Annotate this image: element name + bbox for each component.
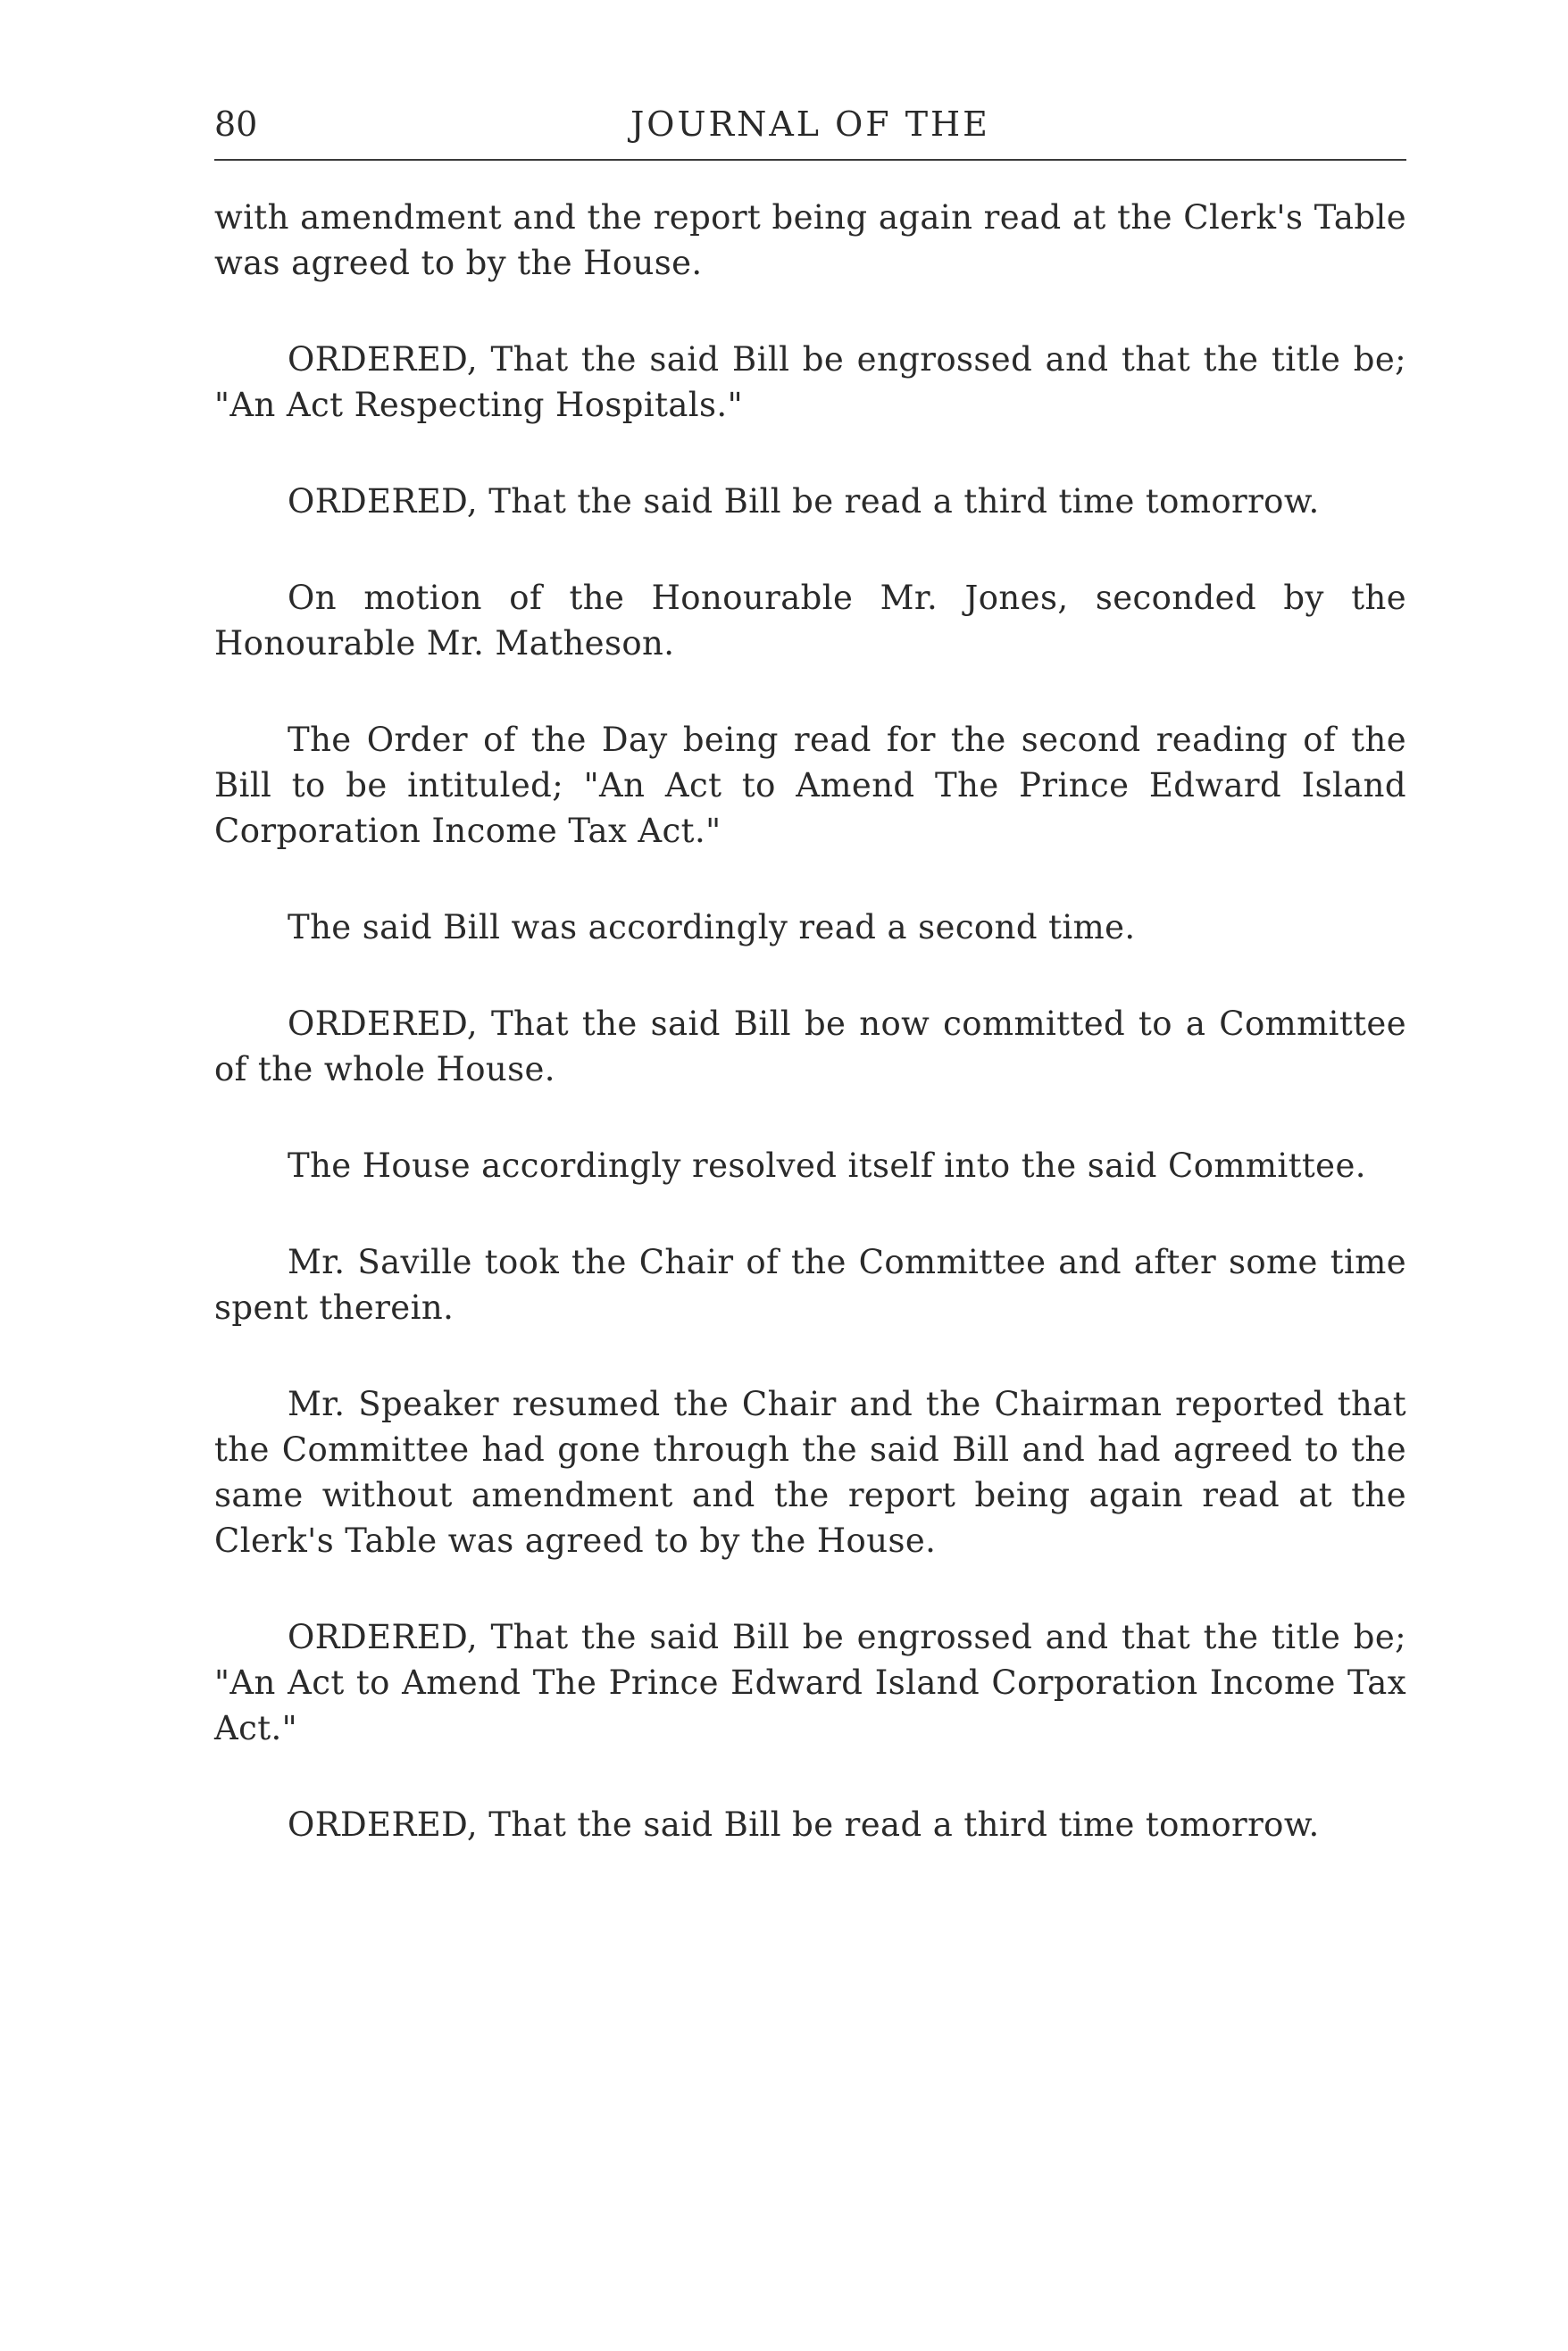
header-rule: [214, 159, 1406, 161]
paragraph: ORDERED, That the said Bill be read a third time tomorrow.: [288, 482, 1320, 521]
paragraph: Mr. Speaker resumed the Chair and the Chairman reported that the Committee had gone through the said Bill and had agreed to the same without amendment and the report being again read at the Clerk's Table was agreed to by the House.: [214, 1385, 1406, 1560]
paragraph: with amendment and the report being again read at the Clerk's Table was agreed to by the House.: [214, 198, 1406, 282]
paragraph: Mr. Saville took the Chair of the Committee and after some time spent therein.: [214, 1243, 1406, 1327]
paragraph: ORDERED, That the said Bill be engrossed and that the title be; "An Act to Amend The Prince Edward Island Corporation Income Tax Act.": [214, 1618, 1406, 1747]
running-head: JOURNAL OF THE: [630, 104, 990, 144]
paragraph: The said Bill was accordingly read a second time.: [288, 908, 1136, 946]
paragraph: The House accordingly resolved itself into the said Committee.: [288, 1146, 1366, 1185]
paragraph: ORDERED, That the said Bill be engrossed and that the title be; "An Act Respecting Hospitals.": [214, 340, 1406, 424]
paragraph: ORDERED, That the said Bill be now committed to a Committee of the whole House.: [214, 1005, 1406, 1088]
page-number: 80: [214, 104, 258, 144]
paragraph: The Order of the Day being read for the second reading of the Bill to be intituled; "An Act to Amend The Prince Edward Island Corporation Income Tax Act.": [214, 721, 1406, 850]
paragraph: ORDERED, That the said Bill be read a third time tomorrow.: [288, 1805, 1320, 1844]
body-text: [214, 195, 1406, 1898]
paragraph: On motion of the Honourable Mr. Jones, seconded by the Honourable Mr. Matheson.: [214, 579, 1406, 663]
